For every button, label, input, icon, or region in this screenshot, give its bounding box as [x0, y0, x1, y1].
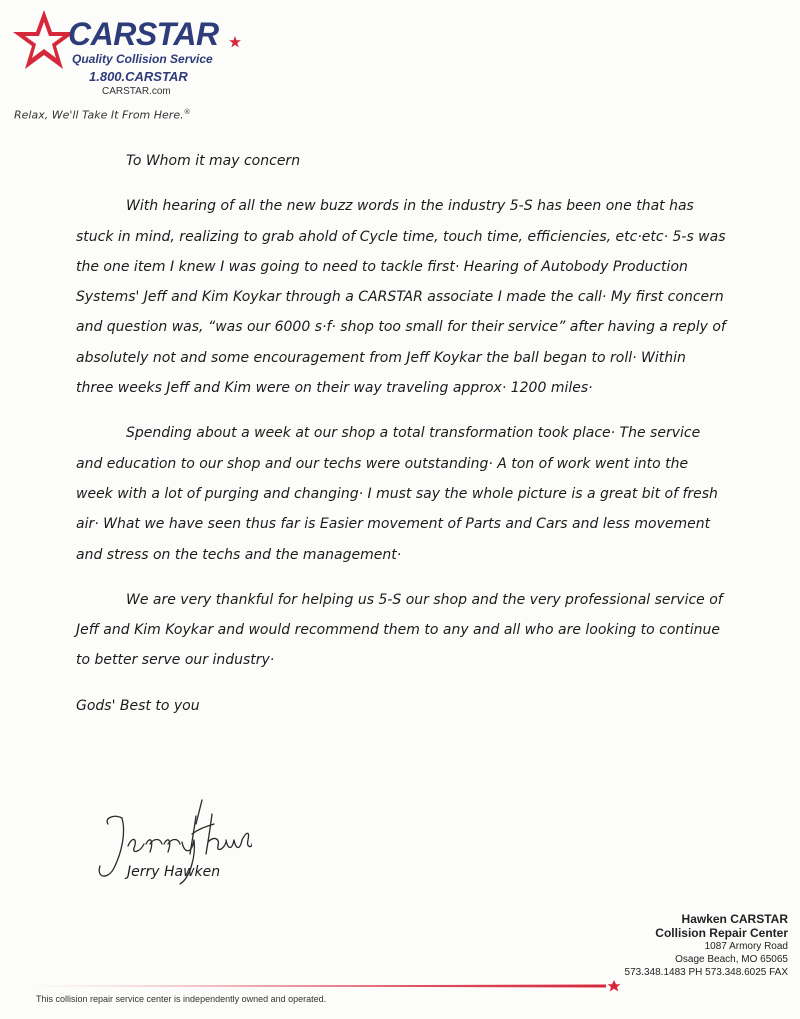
brand-phone: 1.800.CARSTAR: [89, 69, 188, 84]
brand-name: CARSTAR: [68, 16, 219, 52]
brand-website: CARSTAR.com: [102, 86, 171, 97]
closing: Gods' Best to you: [76, 697, 200, 714]
footer-note: This collision repair service center is independently owned and operated.: [36, 994, 327, 1004]
signer-name: Jerry Hawken: [127, 864, 221, 880]
paragraph-1: With hearing of all the new buzz words in the industry 5-S has been one that has stuck in mind, realizing to grab ahold of Cycle time, touch time, efficiencies, etc·etc· 5-s was the one item I knew I was going to need to tackle first· Hearing of Autobody Production Systems' Jeff and Kim Koykar through a CARSTAR associate I made the call· My first concern and question was, “was our 6000 s·f· shop too small for their service” after having a reply of absolutely not and some encouragement from Jeff Koykar the ball began to roll· Within three weeks Jeff and Kim were on their way traveling approx· 1200 miles·: [76, 198, 726, 397]
red-star-icon: [12, 8, 76, 72]
registered-mark: ®: [183, 108, 191, 116]
slogan-text: Relax, We'll Take It From Here.: [14, 108, 184, 122]
address-business-name: Hawken CARSTAR: [681, 912, 788, 926]
footer-star-icon: [608, 980, 621, 992]
slogan: [14, 108, 191, 122]
address-city: Osage Beach, MO 65065: [675, 954, 788, 965]
address-street: 1087 Armory Road: [704, 941, 788, 952]
brand-tagline: Quality Collision Service: [72, 52, 213, 66]
small-red-star-icon: [229, 36, 241, 48]
carstar-logo: [12, 8, 252, 100]
address-phones: 573.348.1483 PH 573.348.6025 FAX: [624, 967, 788, 978]
address-subtitle: Collision Repair Center: [655, 926, 788, 940]
address-block: [625, 912, 788, 979]
footer-rule: [30, 979, 624, 993]
paragraph-3: We are very thankful for helping us 5-S our shop and the very professional service of Jeff and Kim Koykar and would recommend them to any and all who are looking to continue to better serve our industry·: [76, 591, 723, 669]
letter-body: [76, 146, 726, 721]
salutation: To Whom it may concern: [126, 153, 301, 169]
paragraph-2: Spending about a week at our shop a total transformation took place· The service and education to our shop and our techs were outstanding· A ton of work went into the week with a lot of purging and changing· I must say the whole picture is a great bit of fresh air· What we have seen thus far is Easier movement of Parts and Cars and less movement and stress on the techs and the management·: [76, 425, 718, 563]
